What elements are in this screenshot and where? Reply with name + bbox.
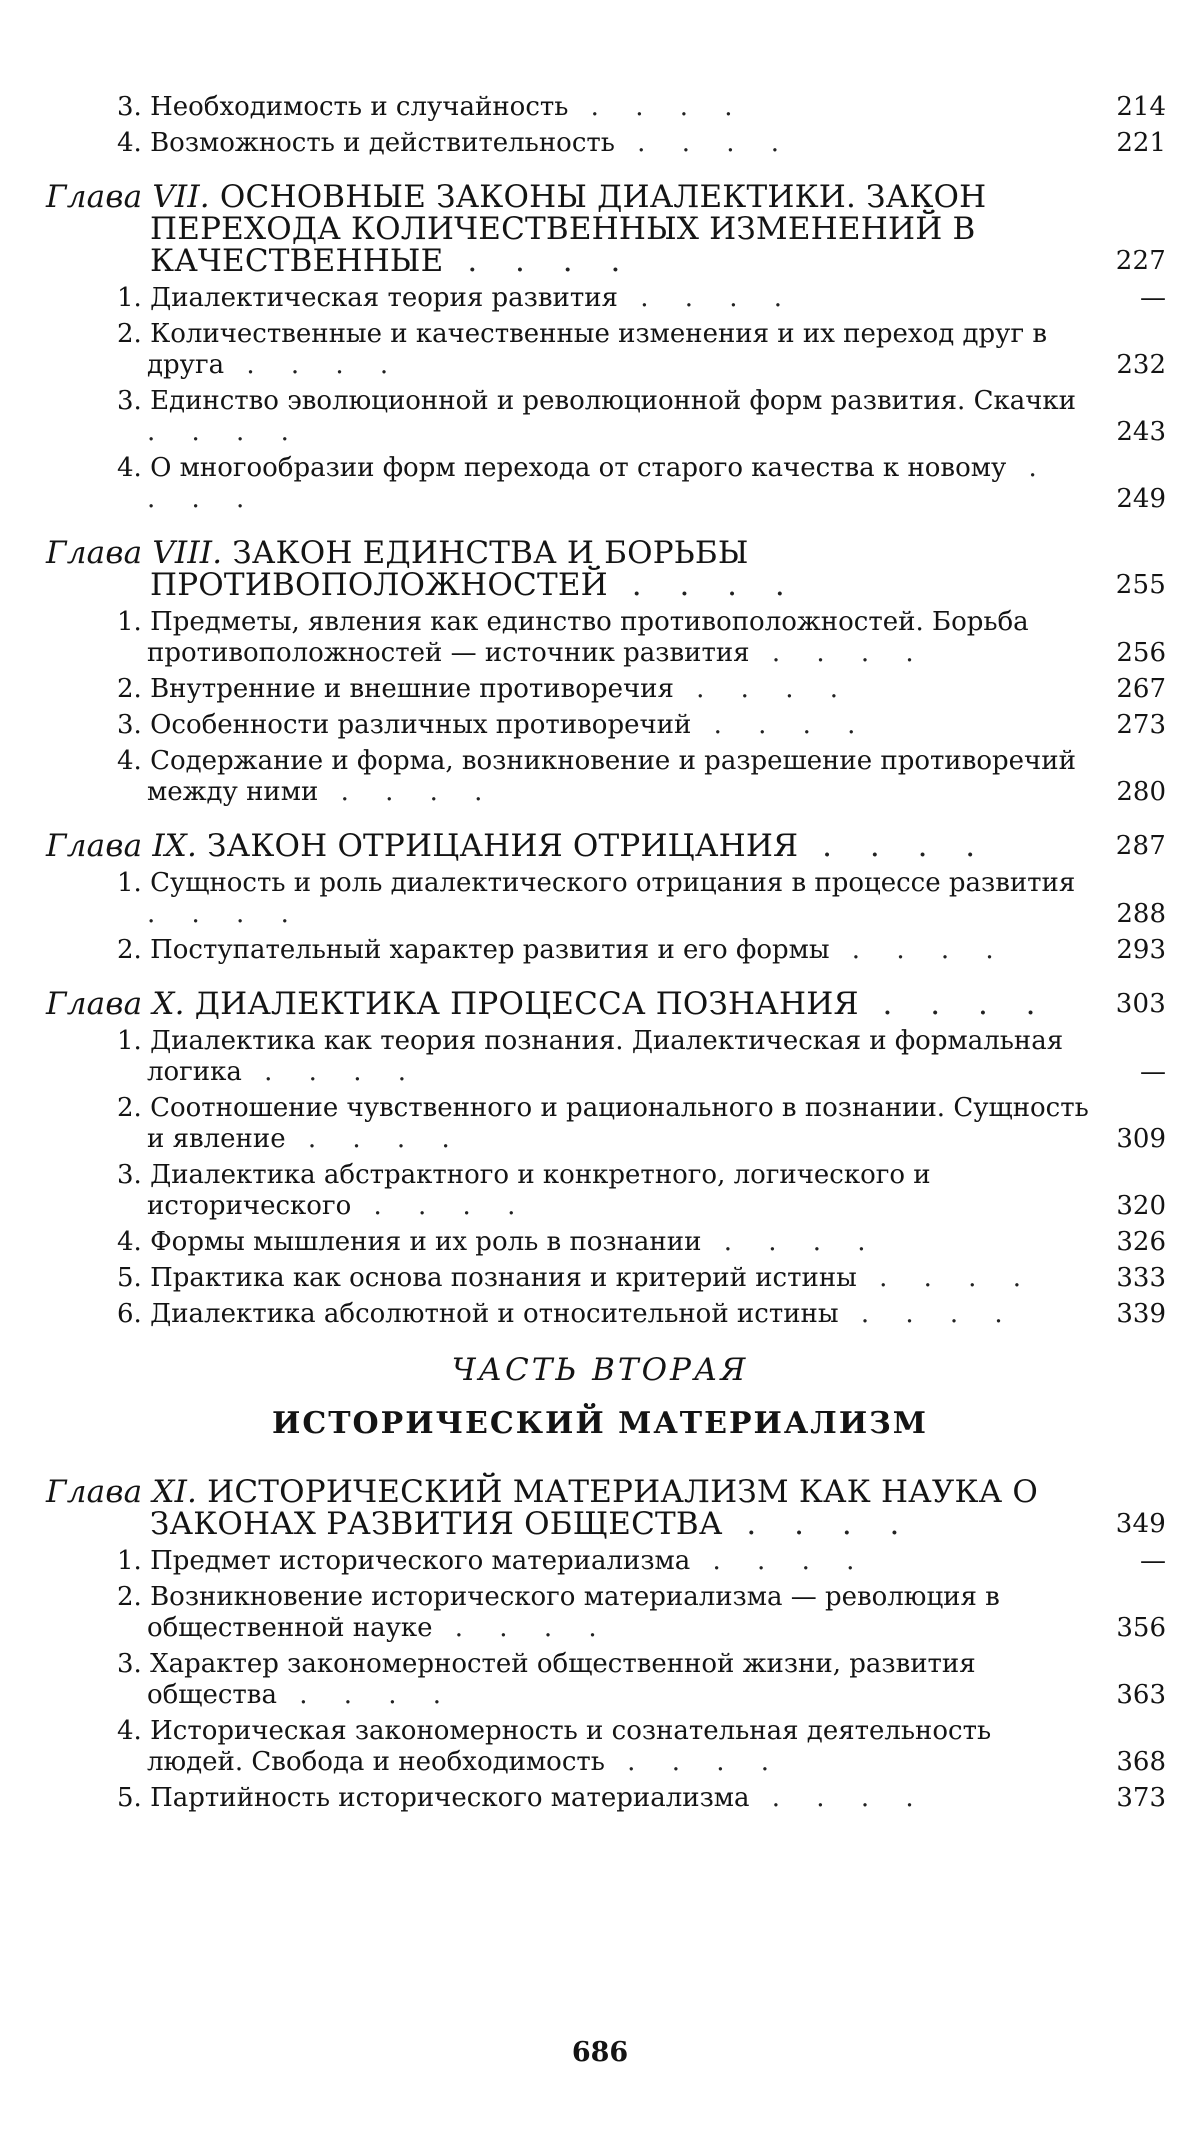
section-title: Партийность исторического материализма: [150, 1783, 750, 1813]
section-number: 3.: [117, 1649, 142, 1679]
toc-page-number: 280: [1116, 777, 1166, 807]
toc-section-entry: [46, 128, 1166, 159]
toc-page-number: 249: [1116, 484, 1166, 514]
section-title: Историческая закономерность и сознательная деятельность людей. Свобода и необходимость: [147, 1716, 992, 1777]
leader-dots: . . . .: [568, 92, 747, 122]
section-title: Количественные и качественные изменения и их переход друг в друга: [147, 319, 1047, 380]
part-title: ИСТОРИЧЕСКИЙ МАТЕРИАЛИЗМ: [271, 1406, 929, 1441]
leader-dots: . . . .: [856, 1263, 1035, 1293]
toc-entry-text: [46, 1649, 1092, 1711]
section-title: Сущность и роль диалектического отрицания в процессе развития: [150, 868, 1076, 898]
section-number: 1.: [117, 1546, 142, 1576]
section-number: 4.: [117, 453, 142, 483]
chapter-label: Глава VII.: [46, 179, 210, 215]
toc-page-number: 293: [1116, 935, 1166, 965]
toc-section-entry: [46, 868, 1166, 930]
toc-entry-text: [46, 181, 1092, 277]
section-title: Особенности различных противоречий: [150, 710, 692, 740]
toc-section-entry: [46, 710, 1166, 741]
toc-page-number: —: [1140, 1057, 1166, 1087]
toc-page-number: —: [1140, 283, 1166, 313]
section-number: 2.: [117, 935, 142, 965]
section-number: 4.: [117, 128, 142, 158]
section-number: 4.: [117, 746, 142, 776]
toc-entry-text: [46, 1160, 1092, 1222]
section-title: Диалектика абстрактного и конкретного, логического и исторического: [147, 1160, 931, 1221]
toc-section-entry: [46, 453, 1166, 515]
section-number: 6.: [117, 1299, 142, 1329]
section-title: Поступательный характер развития и его формы: [150, 935, 830, 965]
leader-dots: . . . .: [722, 1506, 914, 1542]
toc-section-entry: [46, 386, 1166, 448]
toc-chapter-entry: [46, 830, 1166, 862]
section-number: 2.: [117, 1093, 142, 1123]
chapter-label: Глава VIII.: [46, 535, 223, 571]
page-number: 686: [571, 2037, 629, 2068]
toc-entry-text: [46, 1026, 1092, 1088]
leader-dots: . . . .: [749, 1783, 928, 1813]
toc-section-entry: [46, 935, 1166, 966]
toc-page-number: 232: [1116, 350, 1166, 380]
leader-dots: . . . .: [690, 1546, 869, 1576]
section-title: О многообразии форм перехода от старого качества к новому: [150, 453, 1007, 483]
chapter-label: Глава X.: [46, 986, 185, 1022]
toc-entry-text: [46, 1716, 1092, 1778]
toc-page-number: 287: [1115, 831, 1166, 861]
toc-entry-text: [46, 1263, 1092, 1294]
toc-chapter-entry: [46, 1476, 1166, 1540]
toc-section-entry: [46, 1649, 1166, 1711]
toc-page-number: 320: [1116, 1191, 1166, 1221]
leader-dots: . . . .: [691, 710, 870, 740]
toc-page-number: 339: [1116, 1299, 1166, 1329]
leader-dots: . . . .: [318, 777, 497, 807]
toc-entry-text: [46, 1476, 1092, 1540]
leader-dots: . . . .: [617, 283, 797, 313]
toc-page-number: 243: [1116, 417, 1166, 447]
section-title: Предмет исторического материализма: [150, 1546, 691, 1576]
toc-page-number: 214: [1116, 92, 1166, 122]
toc-page-number: 349: [1115, 1509, 1166, 1539]
leader-dots: . . . .: [701, 1227, 880, 1257]
section-title: Содержание и форма, возникновение и разрешение противоречий между ними: [147, 746, 1076, 807]
toc-section-entry: [46, 1582, 1166, 1644]
section-title: Единство эволюционной и революционной форм развития. Скачки: [150, 386, 1076, 416]
toc-section-entry: [46, 1227, 1166, 1258]
toc-entry-text: [46, 674, 1092, 705]
toc-entry-text: [46, 1093, 1092, 1155]
toc-page-number: 326: [1116, 1227, 1166, 1257]
toc-page-number: 363: [1116, 1680, 1166, 1710]
toc-entry-text: [46, 537, 1092, 601]
toc-entry-text: [46, 935, 1092, 966]
section-number: 4.: [117, 1716, 142, 1746]
leader-dots: . . . .: [838, 1299, 1017, 1329]
toc-chapter-entry: [46, 988, 1166, 1020]
toc-section-entry: [46, 1093, 1166, 1155]
chapter-title: ЗАКОН ОТРИЦАНИЯ ОТРИЦАНИЯ: [207, 828, 799, 864]
toc-entry-text: [46, 868, 1092, 930]
leader-dots: . . . .: [614, 128, 794, 158]
toc-entry-text: [46, 1227, 1092, 1258]
section-number: 3.: [117, 92, 142, 122]
toc-section-entry: [46, 607, 1166, 669]
section-number: 2.: [117, 674, 142, 704]
section-number: 3.: [117, 710, 142, 740]
toc-page-number: 373: [1116, 1783, 1166, 1813]
section-title: Практика как основа познания и критерий истины: [150, 1263, 857, 1293]
toc-entry-text: [46, 453, 1092, 515]
chapter-label: Глава IX.: [46, 828, 198, 864]
toc-page-number: 273: [1116, 710, 1166, 740]
section-number: 1.: [117, 1026, 142, 1056]
leader-dots: . . . .: [432, 1613, 611, 1643]
leader-dots: . . . .: [607, 567, 799, 603]
section-title: Соотношение чувственного и рационального в познании. Сущность и явление: [147, 1093, 1089, 1154]
toc-section-entry: [46, 1160, 1166, 1222]
toc-entry-text: [46, 128, 1092, 159]
chapter-title: ОСНОВНЫЕ ЗАКОНЫ ДИАЛЕКТИКИ. ЗАКОН ПЕРЕХОДА КОЛИЧЕСТВЕННЫХ ИЗМЕНЕНИЙ В КАЧЕСТВЕННЫЕ: [150, 179, 987, 279]
toc-entry-text: [46, 1546, 1092, 1577]
toc-page-number: 309: [1116, 1124, 1166, 1154]
chapter-title: ДИАЛЕКТИКА ПРОЦЕССА ПОЗНАНИЯ: [194, 986, 859, 1022]
leader-dots: . . . .: [798, 828, 990, 864]
leader-dots: . . . .: [147, 417, 303, 447]
toc-page-number: —: [1140, 1546, 1166, 1576]
toc-section-entry: [46, 1026, 1166, 1088]
leader-dots: . . . .: [147, 453, 1051, 514]
toc-entry-text: [46, 710, 1092, 741]
toc-entry-text: [46, 746, 1092, 808]
toc-chapter-entry: [46, 537, 1166, 601]
toc-section-entry: [46, 1783, 1166, 1814]
toc-page-number: 356: [1116, 1613, 1166, 1643]
toc-section-entry: [46, 1263, 1166, 1294]
section-title: Возникновение исторического материализма — революция в общественной науке: [147, 1582, 1000, 1643]
section-title: Диалектика абсолютной и относительной истины: [150, 1299, 839, 1329]
toc-entry-text: [46, 319, 1092, 381]
section-title: Диалектическая теория развития: [150, 283, 618, 313]
section-title: Внутренние и внешние противоречия: [150, 674, 674, 704]
toc-page-number: 256: [1116, 638, 1166, 668]
toc-section-entry: [46, 674, 1166, 705]
toc-page-number: 288: [1116, 899, 1166, 929]
toc-entry-text: [46, 386, 1092, 448]
section-number: 1.: [117, 283, 142, 313]
toc-section-entry: [46, 92, 1166, 123]
toc-section-entry: [46, 1546, 1166, 1577]
toc-page-number: 267: [1116, 674, 1166, 704]
section-title: Диалектика как теория познания. Диалектическая и формальная логика: [147, 1026, 1064, 1087]
toc-page-number: 221: [1116, 128, 1166, 158]
leader-dots: . . . .: [241, 1057, 420, 1087]
part-label: ЧАСТЬ ВТОРАЯ: [451, 1352, 749, 1388]
toc-section-entry: [46, 319, 1166, 381]
toc-entry-text: [46, 92, 1092, 123]
section-number: 5.: [117, 1263, 142, 1293]
leader-dots: . . . .: [749, 638, 928, 668]
toc-entry-text: [46, 283, 1092, 314]
leader-dots: . . . .: [224, 350, 403, 380]
toc-entry-text: [46, 830, 1092, 862]
leader-dots: . . . .: [443, 243, 635, 279]
toc-page-number: 368: [1116, 1747, 1166, 1777]
toc-entry-text: [46, 1299, 1092, 1330]
chapter-label: Глава XI.: [46, 1474, 198, 1510]
leader-dots: . . . .: [673, 674, 852, 704]
leader-dots: . . . .: [276, 1680, 456, 1710]
section-number: 3.: [117, 386, 142, 416]
table-of-contents-part-one: [46, 92, 1166, 1335]
leader-dots: . . . .: [829, 935, 1008, 965]
toc-entry-text: [46, 1582, 1092, 1644]
section-title: Необходимость и случайность: [150, 92, 569, 122]
toc-entry-text: [46, 607, 1092, 669]
section-title: Характер закономерностей общественной жизни, развития общества: [147, 1649, 976, 1710]
toc-page-number: 255: [1115, 570, 1166, 600]
section-number: 3.: [117, 1160, 142, 1190]
toc-section-entry: [46, 1716, 1166, 1778]
toc-section-entry: [46, 746, 1166, 808]
toc-entry-text: [46, 1783, 1092, 1814]
section-number: 5.: [117, 1783, 142, 1813]
section-title: Возможность и действительность: [150, 128, 615, 158]
toc-page-number: 227: [1115, 246, 1166, 276]
chapter-title: ЗАКОН ЕДИНСТВА И БОРЬБЫ ПРОТИВОПОЛОЖНОСТЕЙ: [150, 535, 749, 603]
section-title: Предметы, явления как единство противоположностей. Борьба противоположностей — источник развития: [147, 607, 1029, 668]
leader-dots: . . . .: [858, 986, 1050, 1022]
toc-section-entry: [46, 1299, 1166, 1330]
leader-dots: . . . .: [604, 1747, 784, 1777]
section-number: 2.: [117, 319, 142, 349]
section-title: Формы мышления и их роль в познании: [150, 1227, 702, 1257]
section-number: 1.: [117, 607, 142, 637]
toc-page-number: 333: [1116, 1263, 1166, 1293]
leader-dots: . . . .: [147, 899, 303, 929]
section-number: 4.: [117, 1227, 142, 1257]
chapter-title: ИСТОРИЧЕСКИЙ МАТЕРИАЛИЗМ КАК НАУКА О ЗАКОНАХ РАЗВИТИЯ ОБЩЕСТВА: [150, 1474, 1038, 1542]
toc-page-number: 303: [1115, 989, 1166, 1019]
leader-dots: . . . .: [285, 1124, 464, 1154]
section-number: 1.: [117, 868, 142, 898]
toc-section-entry: [46, 283, 1166, 314]
leader-dots: . . . .: [351, 1191, 530, 1221]
toc-chapter-entry: [46, 181, 1166, 277]
table-of-contents-part-two: [46, 1476, 1166, 1819]
section-number: 2.: [117, 1582, 142, 1612]
toc-entry-text: [46, 988, 1092, 1020]
